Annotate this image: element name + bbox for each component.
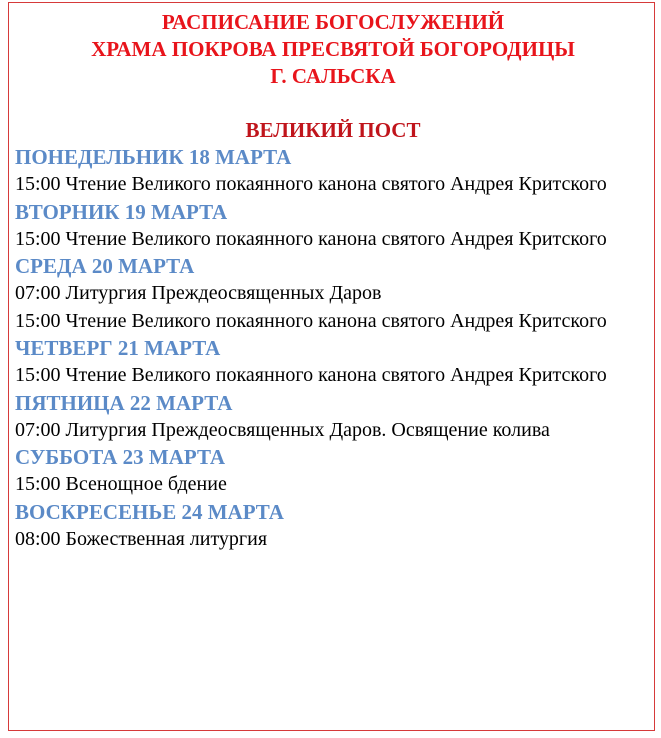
day-block-sunday [15, 499, 651, 554]
title-line-2: ХРАМА ПОКРОВА ПРЕСВЯТОЙ БОГОРОДИЦЫ [91, 37, 575, 61]
day-block-wednesday [15, 253, 651, 335]
service-entry: 15:00 Всенощное бдение [15, 473, 227, 495]
service-entry: 15:00 Чтение Великого покаянного канона святого Андрея Критского [15, 309, 607, 332]
service-entry: 08:00 Божественная литургия [15, 527, 268, 550]
service-entry: 15:00 Чтение Великого покаянного канона святого Андрея Критского [15, 364, 607, 386]
day-block-saturday [15, 444, 651, 499]
day-heading: ВОСКРЕСЕНЬЕ 24 МАРТА [15, 499, 284, 524]
service-entry: 07:00 Литургия Преждеосвященных Даров. Освящение колива [15, 418, 550, 441]
title-line-3: Г. САЛЬСКА [270, 64, 396, 88]
service-entry: 07:00 Литургия Преждеосвященных Даров [15, 282, 382, 304]
day-block-friday [15, 390, 651, 445]
day-heading: ВТОРНИК 19 МАРТА [15, 199, 228, 224]
day-heading: ПОНЕДЕЛЬНИК 18 МАРТА [15, 145, 292, 169]
schedule-content [15, 9, 651, 553]
period-title: ВЕЛИКИЙ ПОСТ [245, 118, 421, 142]
service-entry: 15:00 Чтение Великого покаянного канона святого Андрея Критского [15, 173, 607, 195]
day-block-thursday [15, 335, 651, 390]
day-heading: ЧЕТВЕРГ 21 МАРТА [15, 336, 221, 360]
day-heading: ПЯТНИЦА 22 МАРТА [15, 390, 233, 415]
title-line-1: РАСПИСАНИЕ БОГОСЛУЖЕНИЙ [161, 10, 505, 34]
day-heading: СУББОТА 23 МАРТА [15, 445, 226, 469]
day-block-tuesday [15, 199, 651, 254]
day-heading: СРЕДА 20 МАРТА [15, 254, 195, 278]
service-entry: 15:00 Чтение Великого покаянного канона святого Андрея Критского [15, 227, 607, 250]
day-block-monday [15, 144, 651, 199]
